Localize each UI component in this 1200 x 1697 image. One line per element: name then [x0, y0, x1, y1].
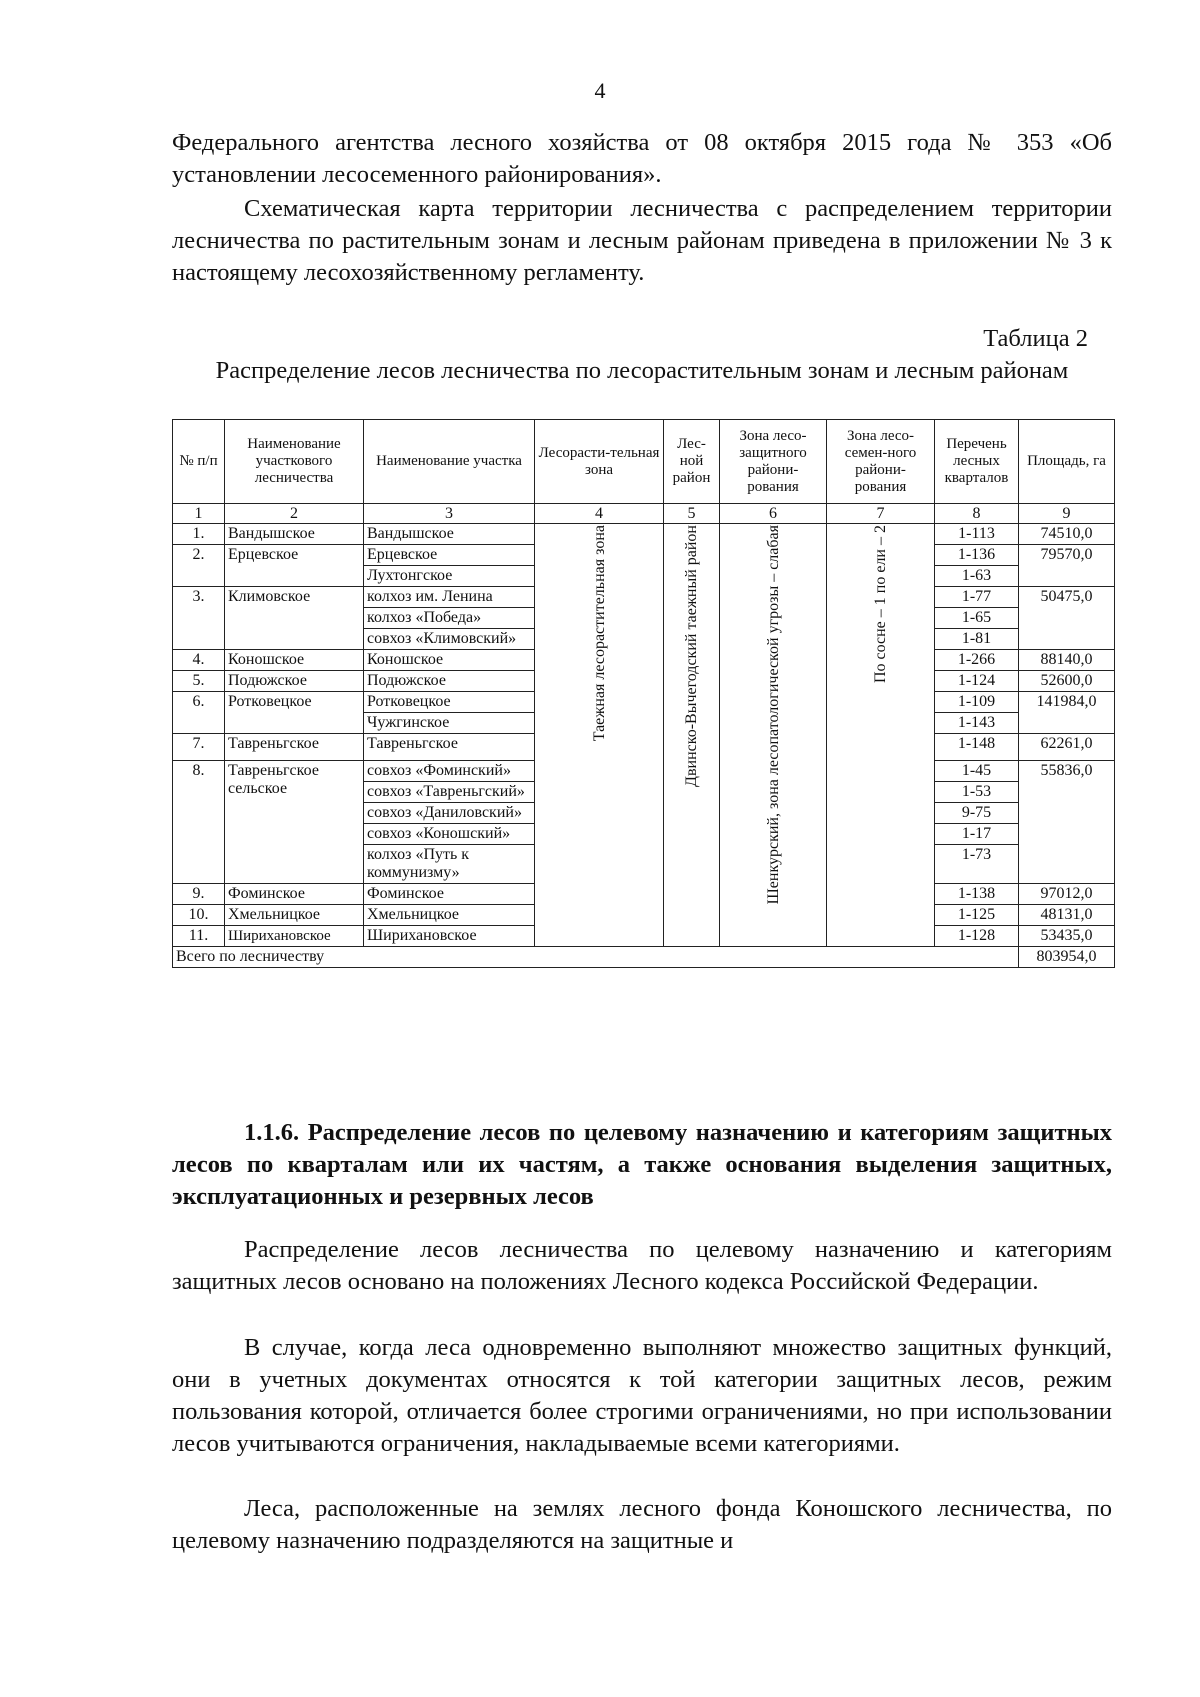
row-area: 50475,0 [1019, 587, 1115, 650]
row-num: 3. [173, 587, 225, 650]
table-label: Таблица 2 [983, 325, 1088, 352]
row-quarters: 1-73 [935, 845, 1019, 884]
protection-zone-cell [720, 524, 827, 947]
column-number: 5 [664, 504, 720, 524]
row-forestry: Фоминское [225, 884, 364, 905]
row-plot: совхоз «Даниловский» [364, 803, 535, 824]
row-num: 7. [173, 734, 225, 761]
header-plot: Наименование участка [364, 420, 535, 504]
row-quarters: 1-143 [935, 713, 1019, 734]
header-area: Площадь, га [1019, 420, 1115, 504]
protection-zone-text: Шенкурский, зона лесопатологической угрозы – слабая [764, 525, 782, 905]
row-num: 2. [173, 545, 225, 587]
row-num: 4. [173, 650, 225, 671]
row-num: 10. [173, 905, 225, 926]
row-quarters: 1-53 [935, 782, 1019, 803]
section-title: 1.1.6. Распределение лесов по целевому назначению и категориям защитных лесов по кварталам или их частям, а также основания выделения защитных, эксплуатационных и резервных лесов [172, 1119, 1112, 1210]
column-number: 6 [720, 504, 827, 524]
row-quarters: 1-109 [935, 692, 1019, 713]
row-quarters: 1-45 [935, 761, 1019, 782]
row-quarters: 1-63 [935, 566, 1019, 587]
column-number: 7 [827, 504, 935, 524]
row-area: 74510,0 [1019, 524, 1115, 545]
row-num: 8. [173, 761, 225, 884]
row-quarters: 1-17 [935, 824, 1019, 845]
row-quarters: 1-124 [935, 671, 1019, 692]
zone-text: Таежная лесорастительная зона [590, 525, 608, 742]
column-number: 4 [535, 504, 664, 524]
row-area: 88140,0 [1019, 650, 1115, 671]
row-quarters: 1-148 [935, 734, 1019, 761]
row-num: 11. [173, 926, 225, 947]
paragraph-3: Распределение лесов лесничества по целевому назначению и категориям защитных лесов основано на положениях Лесного кодекса Российской Федерации. [172, 1236, 1112, 1295]
row-area: 52600,0 [1019, 671, 1115, 692]
row-quarters: 1-266 [935, 650, 1019, 671]
seed-zone-cell [827, 524, 935, 947]
row-quarters: 1-113 [935, 524, 1019, 545]
district-cell [664, 524, 720, 947]
header-num: № п/п [173, 420, 225, 504]
total-area: 803954,0 [1019, 947, 1115, 968]
row-quarters: 1-65 [935, 608, 1019, 629]
row-area: 48131,0 [1019, 905, 1115, 926]
row-quarters: 1-81 [935, 629, 1019, 650]
zone-cell [535, 524, 664, 947]
row-quarters: 9-75 [935, 803, 1019, 824]
row-forestry: Ротковецкое [225, 692, 364, 734]
row-quarters: 1-77 [935, 587, 1019, 608]
row-plot: колхоз «Путь к коммунизму» [364, 845, 535, 884]
row-forestry: Ерцевское [225, 545, 364, 587]
column-number: 9 [1019, 504, 1115, 524]
row-plot: колхоз им. Ленина [364, 587, 535, 608]
page-number: 4 [594, 78, 606, 103]
header-zone: Лесорасти-тельная зона [535, 420, 664, 504]
row-plot: Ротковецкое [364, 692, 535, 713]
district-text: Двинско-Вычегодский таежный район [683, 525, 700, 787]
header-quarters: Перечень лесных кварталов [935, 420, 1019, 504]
row-num: 9. [173, 884, 225, 905]
row-forestry: Тавреньгское сельское [225, 761, 364, 884]
row-area: 53435,0 [1019, 926, 1115, 947]
row-plot: Тавреньгское [364, 734, 535, 761]
row-plot: колхоз «Победа» [364, 608, 535, 629]
header-protection-zone: Зона лесо-защитного райони-рования [720, 420, 827, 504]
total-label: Всего по лесничеству [173, 947, 1019, 968]
row-plot: совхоз «Климовский» [364, 629, 535, 650]
paragraph-4: В случае, когда леса одновременно выполняют множество защитных функций, они в учетных документах относятся к той категории защитных лесов, режим пользования которой, отличается более строгими ограничениями, но при использовании лесов учитываются ограничения, накладываемые всеми категориями. [172, 1334, 1112, 1457]
row-plot: Коношское [364, 650, 535, 671]
header-seed-zone: Зона лесо-семен-ного райони-рования [827, 420, 935, 504]
row-plot: Вандышское [364, 524, 535, 545]
row-plot: Чужгинское [364, 713, 535, 734]
row-forestry: Коношское [225, 650, 364, 671]
table-title: Распределение лесов лесничества по лесорастительным зонам и лесным районам [215, 357, 1069, 384]
column-number: 2 [225, 504, 364, 524]
header-district: Лес-ной район [664, 420, 720, 504]
column-number: 1 [173, 504, 225, 524]
seed-zone-text: По сосне – 1 по ели – 2 [872, 525, 889, 684]
row-forestry: Ширихановское [225, 926, 364, 947]
intro-paragraph-2: Схематическая карта территории лесничества с распределением территории лесничества по растительным зонам и лесным районам приведена в приложении № 3 к настоящему лесохозяйственному регламенту. [172, 195, 1112, 286]
row-plot: Фоминское [364, 884, 535, 905]
row-plot: Подюжское [364, 671, 535, 692]
row-area: 62261,0 [1019, 734, 1115, 761]
row-forestry: Подюжское [225, 671, 364, 692]
row-quarters: 1-128 [935, 926, 1019, 947]
row-area: 141984,0 [1019, 692, 1115, 734]
row-forestry: Тавреньгское [225, 734, 364, 761]
row-plot: Ерцевское [364, 545, 535, 566]
row-forestry: Вандышское [225, 524, 364, 545]
row-plot: совхоз «Тавреньгский» [364, 782, 535, 803]
row-quarters: 1-138 [935, 884, 1019, 905]
row-num: 6. [173, 692, 225, 734]
row-quarters: 1-136 [935, 545, 1019, 566]
row-plot: Ширихановское [364, 926, 535, 947]
row-num: 1. [173, 524, 225, 545]
row-num: 5. [173, 671, 225, 692]
row-quarters: 1-125 [935, 905, 1019, 926]
column-number: 8 [935, 504, 1019, 524]
row-area: 79570,0 [1019, 545, 1115, 587]
intro-paragraph-1: Федерального агентства лесного хозяйства от 08 октября 2015 года № 353 «Об установлении лесосеменного районирования». [172, 129, 1112, 188]
row-plot: Лухтонгское [364, 566, 535, 587]
row-plot: совхоз «Фоминский» [364, 761, 535, 782]
row-forestry: Климовское [225, 587, 364, 650]
row-forestry: Хмельницкое [225, 905, 364, 926]
row-plot: совхоз «Коношский» [364, 824, 535, 845]
row-area: 97012,0 [1019, 884, 1115, 905]
paragraph-5: Леса, расположенные на землях лесного фонда Коношского лесничества, по целевому назначению подразделяются на защитные и [172, 1495, 1112, 1554]
header-forestry: Наименование участкового лесничества [225, 420, 364, 504]
row-area: 55836,0 [1019, 761, 1115, 884]
forest-zones-table [172, 419, 1115, 968]
row-plot: Хмельницкое [364, 905, 535, 926]
column-number: 3 [364, 504, 535, 524]
